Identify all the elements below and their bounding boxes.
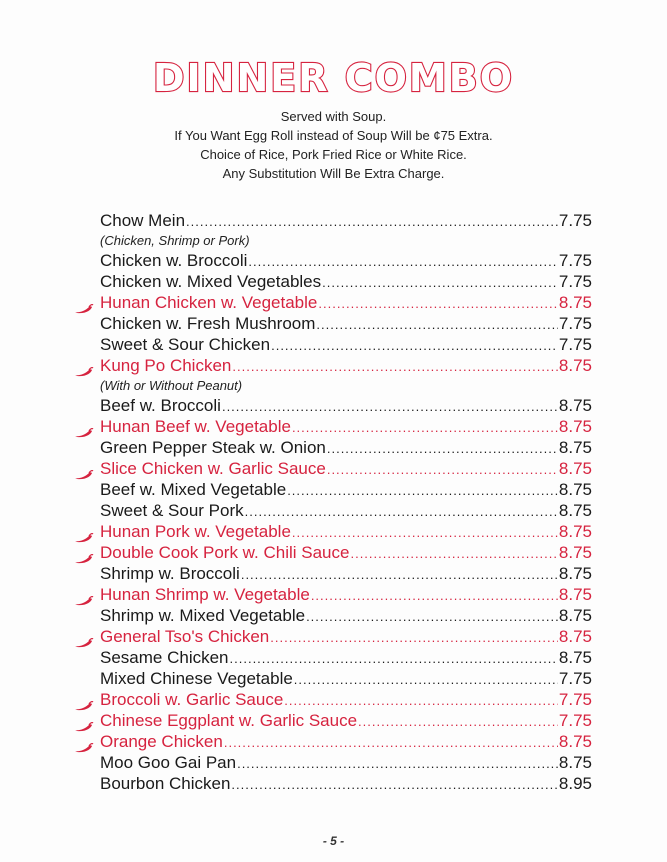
menu-item-name: Green Pepper Steak w. Onion	[100, 438, 326, 457]
menu-item-price: 8.75	[558, 732, 592, 751]
dot-leader	[322, 272, 558, 293]
dot-leader	[358, 711, 558, 732]
dot-leader	[327, 459, 558, 480]
menu-item-note: (Chicken, Shrimp or Pork)	[100, 233, 250, 248]
menu-item	[72, 689, 592, 710]
dot-leader	[237, 753, 558, 774]
dot-leader	[292, 417, 558, 438]
menu-item	[72, 250, 592, 271]
menu-item-price: 8.75	[558, 459, 592, 478]
menu-item-name: General Tso's Chicken	[100, 627, 270, 646]
chili-pepper-icon	[74, 716, 94, 726]
menu-item-price: 7.75	[558, 711, 592, 730]
dot-leader	[318, 293, 558, 314]
menu-item	[72, 752, 592, 773]
menu-item-price: 7.75	[558, 211, 592, 230]
menu-item-name: Shrimp w. Broccoli	[100, 564, 240, 583]
menu-item-price: 8.75	[558, 417, 592, 436]
dot-leader	[311, 585, 558, 606]
menu-item	[72, 313, 592, 334]
dot-leader	[316, 314, 558, 335]
menu-item-name: Sweet & Sour Pork	[100, 501, 244, 520]
menu-item-name: Chow Mein	[100, 211, 186, 230]
menu-item-name: Sweet & Sour Chicken	[100, 335, 271, 354]
menu-item-name: Moo Goo Gai Pan	[100, 753, 237, 772]
menu-item-name: Beef w. Broccoli	[100, 396, 221, 415]
dot-leader	[230, 648, 558, 669]
menu-item-name: Chicken w. Mixed Vegetables	[100, 272, 322, 291]
menu-item-name: Mixed Chinese Vegetable	[100, 669, 293, 688]
menu-item	[72, 773, 592, 794]
menu-item	[72, 647, 592, 668]
menu-item-name: Sesame Chicken	[100, 648, 229, 667]
menu-item-price: 8.75	[558, 627, 592, 646]
dot-leader	[231, 774, 557, 795]
subtitle-line: Choice of Rice, Pork Fried Rice or White Rice.	[200, 147, 467, 162]
menu-item-price: 7.75	[558, 314, 592, 333]
menu-item	[72, 437, 592, 458]
menu-item-price: 8.75	[558, 606, 592, 625]
subtitle-line: Any Substitution Will Be Extra Charge.	[222, 166, 445, 181]
menu-item-name: Hunan Chicken w. Vegetable	[100, 293, 318, 312]
menu-item-price: 8.75	[558, 753, 592, 772]
dot-leader	[245, 501, 558, 522]
menu-item	[72, 271, 592, 292]
dot-leader	[241, 564, 558, 585]
menu-item	[72, 458, 592, 479]
menu-list	[72, 210, 592, 794]
menu-item	[72, 416, 592, 437]
chili-pepper-icon	[74, 695, 94, 705]
menu-item-name: Chicken w. Fresh Mushroom	[100, 314, 316, 333]
dot-leader	[284, 690, 558, 711]
menu-item	[72, 292, 592, 313]
menu-item	[72, 500, 592, 521]
menu-item	[72, 355, 592, 376]
menu-item-price: 8.95	[558, 774, 592, 793]
menu-item-price: 7.75	[558, 669, 592, 688]
dot-leader	[232, 356, 558, 377]
menu-item-price: 8.75	[558, 585, 592, 604]
menu-item-price: 8.75	[558, 564, 592, 583]
menu-item	[72, 479, 592, 500]
menu-item-price: 8.75	[558, 648, 592, 667]
menu-item-name: Kung Po Chicken	[100, 356, 232, 375]
menu-item-price: 7.75	[558, 272, 592, 291]
menu-item-price: 8.75	[558, 522, 592, 541]
dot-leader	[224, 732, 558, 753]
dot-leader	[271, 335, 558, 356]
menu-item-name: Orange Chicken	[100, 732, 223, 751]
menu-item-name: Hunan Pork w. Vegetable	[100, 522, 291, 541]
menu-item-price: 8.75	[558, 501, 592, 520]
dot-leader	[186, 211, 558, 232]
chili-pepper-icon	[74, 590, 94, 600]
menu-item-name: Chicken w. Broccoli	[100, 251, 248, 270]
subtitle-line: Served with Soup.	[280, 109, 387, 124]
menu-item	[72, 334, 592, 355]
chili-pepper-icon	[74, 361, 94, 371]
chili-pepper-icon	[74, 632, 94, 642]
menu-item	[72, 563, 592, 584]
menu-title: DINNER COMBO	[152, 56, 514, 100]
menu-item-note: (With or Without Peanut)	[100, 378, 243, 393]
dot-leader	[306, 606, 558, 627]
dot-leader	[270, 627, 558, 648]
menu-item-name: Shrimp w. Mixed Vegetable	[100, 606, 306, 625]
dot-leader	[350, 543, 557, 564]
menu-item	[72, 710, 592, 731]
menu-item-price: 7.75	[558, 690, 592, 709]
menu-item-price: 7.75	[558, 335, 592, 354]
menu-item-name: Hunan Shrimp w. Vegetable	[100, 585, 310, 604]
dot-leader	[222, 396, 558, 417]
chili-pepper-icon	[74, 298, 94, 308]
page-number: - 5 -	[322, 834, 345, 848]
menu-item-price: 8.75	[558, 293, 592, 312]
menu-item	[72, 395, 592, 416]
chili-pepper-icon	[74, 548, 94, 558]
menu-item	[72, 668, 592, 689]
menu-subtitle	[0, 107, 667, 183]
menu-item	[72, 731, 592, 752]
menu-item-price: 8.75	[558, 438, 592, 457]
menu-item-price: 7.75	[558, 251, 592, 270]
dot-leader	[294, 669, 558, 690]
menu-item-price: 8.75	[558, 480, 592, 499]
menu-item-name: Slice Chicken w. Garlic Sauce	[100, 459, 326, 478]
menu-item-price: 8.75	[558, 543, 592, 562]
chili-pepper-icon	[74, 527, 94, 537]
dot-leader	[287, 480, 558, 501]
menu-item-name: Chinese Eggplant w. Garlic Sauce	[100, 711, 358, 730]
menu-item	[72, 584, 592, 605]
dot-leader	[292, 522, 558, 543]
menu-item-name: Bourbon Chicken	[100, 774, 231, 793]
menu-item	[72, 542, 592, 563]
menu-item	[72, 605, 592, 626]
menu-item	[72, 626, 592, 647]
chili-pepper-icon	[74, 737, 94, 747]
dot-leader	[248, 251, 558, 272]
chili-pepper-icon	[74, 464, 94, 474]
menu-item	[72, 521, 592, 542]
menu-item-price: 8.75	[558, 396, 592, 415]
menu-item	[72, 210, 592, 231]
menu-item-name: Double Cook Pork w. Chili Sauce	[100, 543, 350, 562]
dot-leader	[327, 438, 558, 459]
menu-item-name: Broccoli w. Garlic Sauce	[100, 690, 284, 709]
menu-item-name: Hunan Beef w. Vegetable	[100, 417, 291, 436]
menu-item-price: 8.75	[558, 356, 592, 375]
chili-pepper-icon	[74, 422, 94, 432]
subtitle-line: If You Want Egg Roll instead of Soup Will be ¢75 Extra.	[174, 128, 493, 143]
menu-item-name: Beef w. Mixed Vegetable	[100, 480, 287, 499]
